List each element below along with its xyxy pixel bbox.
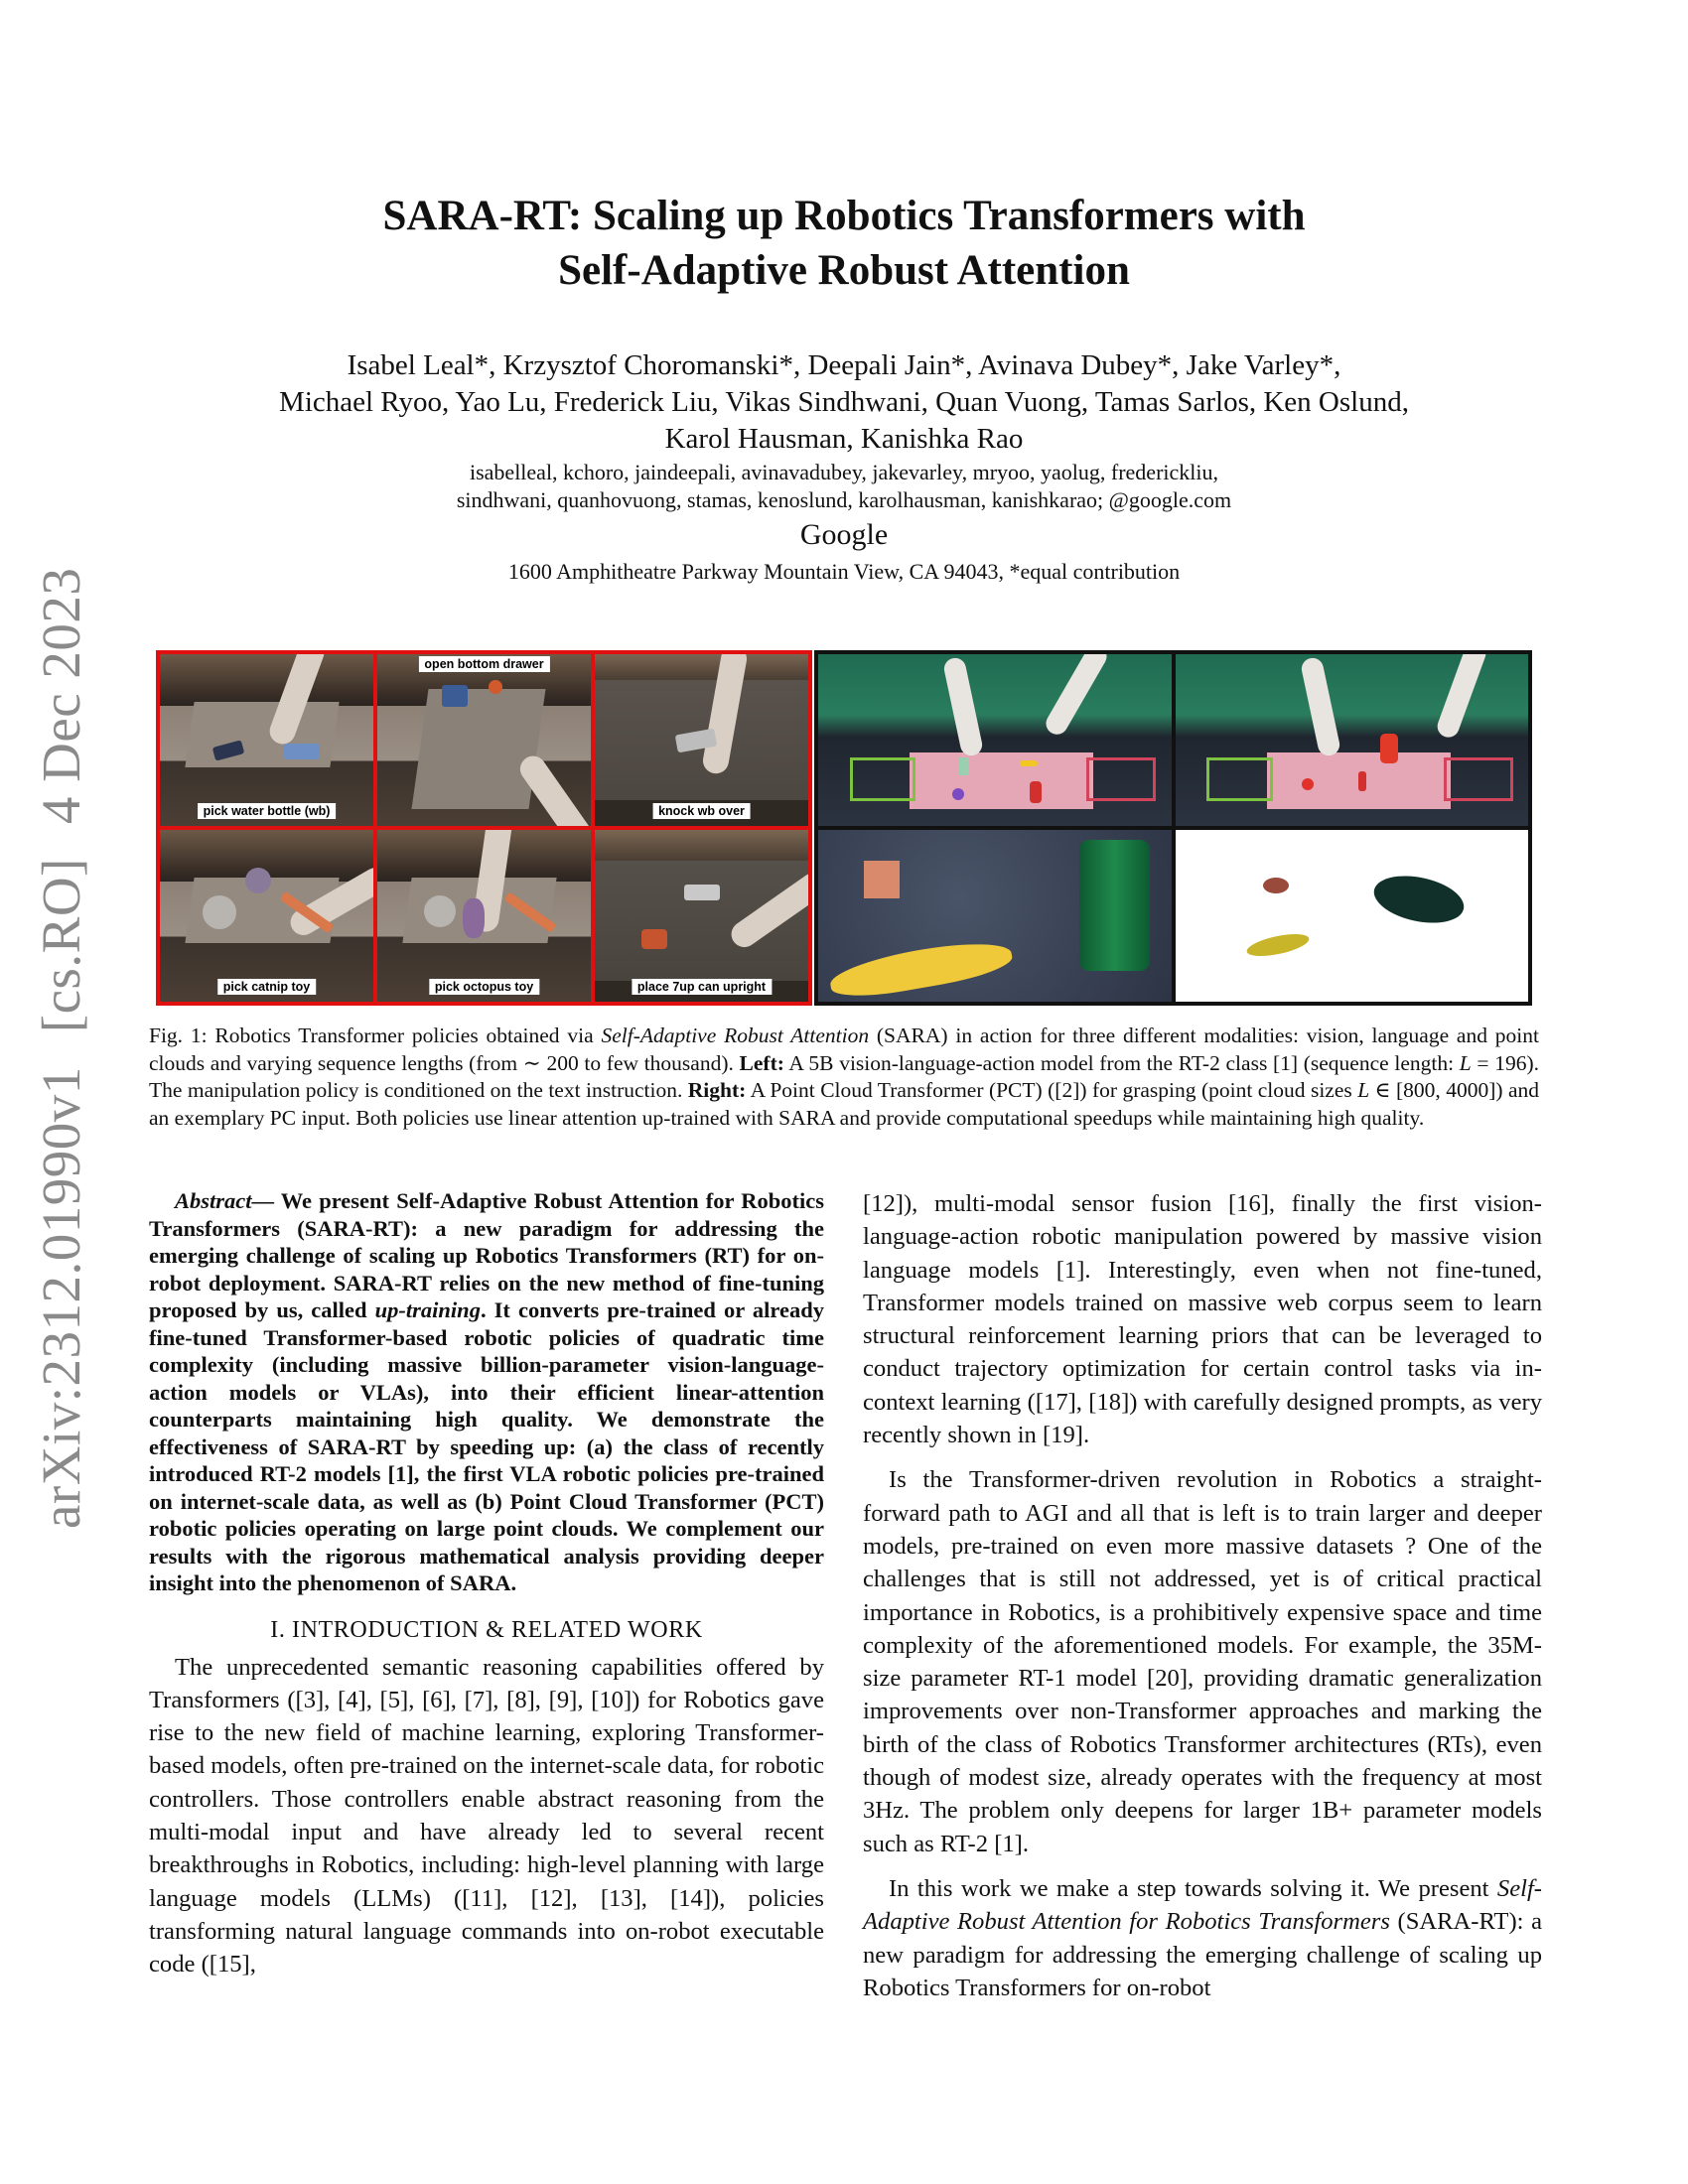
- arxiv-date: 4 Dec 2023: [31, 567, 91, 825]
- task-label: pick octopus toy: [429, 979, 539, 995]
- figure-tile-pick-octopus-toy: [377, 830, 591, 1002]
- robot-photo: [160, 830, 373, 1002]
- figure-tile-place-7up-can-upright: [595, 830, 808, 1002]
- figure-tile-knock-wb-over: [595, 654, 808, 826]
- paragraph-italic: Self-Adaptive Robust Attention for Robotics Transformers: [863, 1874, 1542, 1936]
- abstract: [149, 1187, 824, 1597]
- emails-line-1: isabelleal, kchoro, jaindeepali, avinavadubey, jakevarley, mryoo, yaolug, frederickliu,: [469, 460, 1218, 484]
- caption-math: L: [1357, 1078, 1370, 1102]
- emails-line-2: sindhwani, quanhovuong, stamas, kenoslund, karolhausman, kanishkarao; @google.com: [456, 487, 1232, 512]
- figure-tile-pick-catnip-toy: [160, 830, 373, 1002]
- arxiv-category: [cs.RO]: [31, 858, 91, 1033]
- paragraph-text: In this work we make a step towards solving it. We present: [889, 1874, 1497, 1902]
- caption-math: L: [1459, 1050, 1472, 1075]
- task-label: knock wb over: [652, 803, 751, 819]
- figure-tile-robot-grasp-2: [1176, 654, 1529, 826]
- abstract-dash: —: [251, 1188, 281, 1213]
- intro-paragraph-1-continued: [12]), multi-modal sensor fusion [16], finally the first vision-language-action robotic manipulation powered by massive vision language models [1]. Interestingly, even when not fine-tuned, Transformer models trained on massive web corpus seem to learn structural reinforcement learning priors that can be leveraged to conduct trajectory optimization for certain control tasks via in-context learning ([17], [18]) with carefully designed prompts, as very recently shown in [19].: [863, 1190, 1542, 1449]
- arxiv-id: arXiv:2312.01990v1: [31, 1066, 91, 1529]
- figure-1: [156, 650, 1532, 1006]
- affiliation: Google: [799, 518, 889, 551]
- authors-line-1: Isabel Leal*, Krzysztof Choromanski*, Deepali Jain*, Avinava Dubey*, Jake Varley*,: [347, 349, 1341, 381]
- caption-right-label: Right:: [687, 1078, 747, 1102]
- paragraph-text: (SARA-RT): a new paradigm for addressing the emerging challenge of scaling up Robotics Transformers for on-robot: [863, 1908, 1543, 2001]
- affiliation-address: 1600 Amphitheatre Parkway Mountain View, CA 94043, *equal contribution: [507, 559, 1181, 584]
- objects-photo: [818, 830, 1172, 1002]
- right-column: [863, 1187, 1542, 2004]
- arxiv-identifier-stamp: [22, 567, 101, 1529]
- robot-photo: [818, 654, 1172, 826]
- task-label: pick water bottle (wb): [198, 803, 337, 819]
- caption-left-label: Left:: [739, 1050, 784, 1075]
- intro-paragraph-3: [863, 1872, 1542, 2004]
- authors-line-3: Karol Hausman, Kanishka Rao: [664, 423, 1024, 455]
- section-heading-introduction: I. INTRODUCTION & RELATED WORK: [270, 1616, 703, 1643]
- caption-text: A Point Cloud Transformer (PCT) ([2]) for grasping (point cloud sizes: [746, 1078, 1358, 1102]
- title-line-2: Self-Adaptive Robust Attention: [558, 247, 1130, 294]
- caption-text: A 5B vision-language-action model from the RT-2 class [1] (sequence length:: [783, 1050, 1460, 1075]
- authors-line-2: Michael Ryoo, Yao Lu, Frederick Liu, Vikas Sindhwani, Quan Vuong, Tamas Sarlos, Ken Oslund,: [279, 386, 1409, 418]
- author-list: [0, 347, 1688, 458]
- figure-tile-pick-water-bottle: [160, 654, 373, 826]
- caption-text: (SARA) in action for three different modalities: vision, language and point clouds and varying sequence lengths (from ∼ 200 to few thousand).: [149, 1024, 1539, 1075]
- left-column: [149, 1187, 824, 1980]
- title-line-1: SARA-RT: Scaling up Robotics Transformers with: [382, 193, 1306, 239]
- robot-photo: [595, 830, 808, 1002]
- caption-label: Fig. 1:: [149, 1024, 215, 1047]
- task-label: pick catnip toy: [217, 979, 317, 995]
- abstract-text: . It converts pre-trained or already fine-tuned Transformer-based robotic policies of quadratic time complexity (including massive billion-parameter vision-language-action models or VLAs), into their efficient linear-attention counterparts maintaining high quality. We demonstrate the effectiveness of SARA-RT by speeding up: (a) the class of recently introduced RT-2 models [1], the first VLA robotic policies pre-trained on internet-scale data, as well as (b) Point Cloud Transformer (PCT) robotic policies operating on large point clouds. We complement our results with the rigorous mathematical analysis providing deeper insight into the phenomenon of SARA.: [149, 1297, 825, 1595]
- robot-photo: [595, 654, 808, 826]
- author-emails: [0, 459, 1688, 514]
- abstract-italic: up-training: [374, 1297, 481, 1322]
- figure-left-panel-rt2: [156, 650, 812, 1006]
- caption-text: ∈ [800, 4000]) and an exemplary PC input. Both policies use linear attention up-trained with SARA and provide computational speedups while maintaining high quality.: [149, 1078, 1539, 1130]
- caption-text: Robotics Transformer policies obtained via: [214, 1024, 602, 1047]
- figure-tile-open-bottom-drawer: [377, 654, 591, 826]
- robot-photo: [377, 830, 591, 1002]
- robot-photo: [377, 654, 591, 826]
- figure-tile-objects-closeup: [818, 830, 1172, 1002]
- task-label: open bottom drawer: [418, 656, 549, 672]
- figure-1-caption: [149, 1023, 1539, 1132]
- abstract-label: Abstract: [175, 1188, 252, 1213]
- robot-photo: [160, 654, 373, 826]
- task-label: place 7up can upright: [632, 979, 772, 995]
- caption-text: = 196). The manipulation policy is conditioned on the text instruction.: [149, 1050, 1539, 1102]
- figure-right-panel-pct: [814, 650, 1532, 1006]
- figure-tile-robot-grasp-1: [818, 654, 1172, 826]
- caption-italic: Self-Adaptive Robust Attention: [601, 1024, 870, 1047]
- paper-title: [0, 189, 1688, 298]
- robot-photo: [1176, 654, 1529, 826]
- intro-paragraph-2: Is the Transformer-driven revolution in Robotics a straight-forward path to AGI and all that is left is to train larger and deeper models, pre-trained on even more massive datasets ? One of the challenges that is still not addressed, yet is of critical practical importance in Robotics, is a prohibitively expensive space and time complexity of the aforementioned models. For example, the 35M-size parameter RT-1 model [20], providing dramatic generalization improvements over non-Transformer approaches and marking the birth of the class of Robotics Transformer architectures (RTs), even though of modest size, already operates with the frequency at most 3Hz. The problem only deepens for larger 1B+ parameter models such as RT-2 [1].: [863, 1466, 1542, 1857]
- figure-tile-point-cloud: [1176, 830, 1529, 1002]
- point-cloud-render: [1176, 830, 1529, 1002]
- intro-paragraph-1: The unprecedented semantic reasoning capabilities offered by Transformers ([3], [4], [5], [6], [7], [8], [9], [10]) for Robotics gave rise to the new field of machine learning, exploring Transformer-based models, often pre-trained on the internet-scale data, for robotic controllers. Those controllers enable abstract reasoning from the multi-modal input and have already led to several recent breakthroughs in Robotics, including: high-level planning with large language models (LLMs) ([11], [12], [13], [14]), policies transforming natural language commands into on-robot executable code ([15],: [149, 1653, 824, 1979]
- abstract-text: We present Self-Adaptive Robust Attention for Robotics Transformers (SARA-RT): a new paradigm for addressing the emerging challenge of scaling up Robotics Transformers (RT) for on-robot deployment. SARA-RT relies on the new method of fine-tuning proposed by us, called: [149, 1188, 825, 1322]
